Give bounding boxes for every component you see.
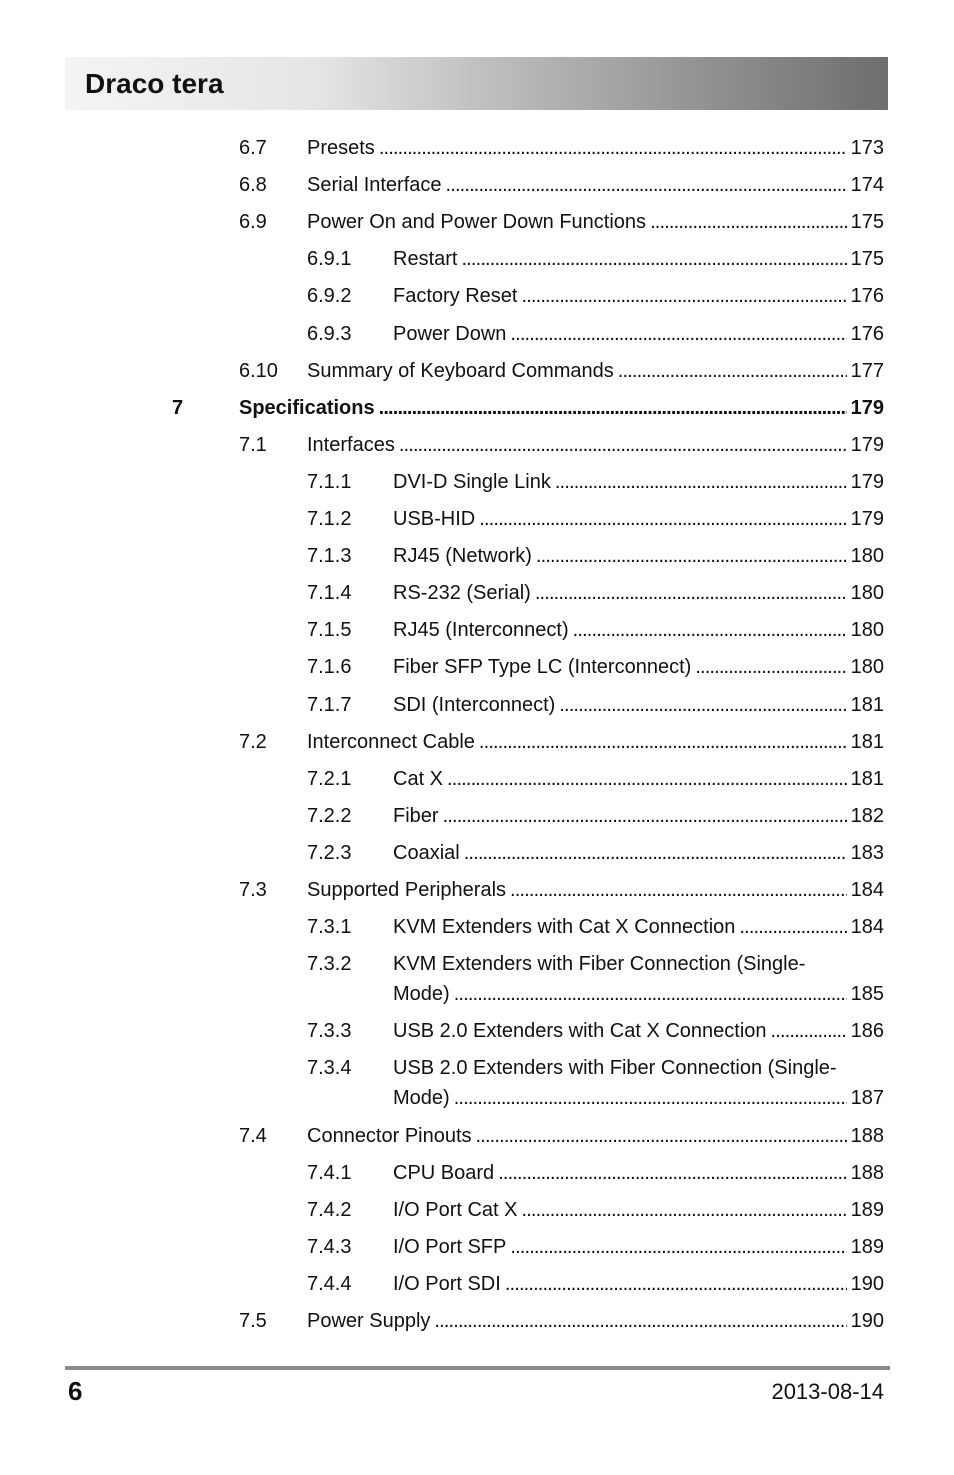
toc-entry-number: 7.2.2 bbox=[307, 805, 352, 827]
toc-dot-leader bbox=[393, 841, 884, 865]
toc-entry-number: 7.1.4 bbox=[307, 582, 352, 604]
toc-dot-leader bbox=[393, 1019, 884, 1043]
toc-entry-title: Cat X bbox=[393, 768, 447, 790]
toc-entry-page: 184 bbox=[847, 878, 884, 902]
toc-entry[interactable] bbox=[307, 693, 884, 717]
toc-entry-number: 7 bbox=[172, 397, 184, 419]
toc-dot-leader bbox=[393, 915, 884, 939]
toc-dot-leader bbox=[307, 359, 884, 383]
toc-dot-leader bbox=[393, 1272, 884, 1296]
toc-entry-number: 7.1.5 bbox=[307, 619, 352, 641]
toc-dot-leader bbox=[307, 210, 884, 234]
toc-dot-leader bbox=[307, 1309, 884, 1333]
toc-entry[interactable] bbox=[307, 507, 884, 531]
toc-entry-number: 6.10 bbox=[239, 360, 278, 382]
toc-dot-leader bbox=[393, 1161, 884, 1185]
toc-entry-page: 179 bbox=[847, 470, 884, 494]
toc-entry-number: 7.2.1 bbox=[307, 768, 352, 790]
toc-entry-page: 180 bbox=[847, 581, 884, 605]
toc-dot-leader bbox=[393, 1086, 884, 1110]
toc-entry-title: USB 2.0 Extenders with Fiber Connection (Single- bbox=[393, 1057, 837, 1079]
toc-entry[interactable] bbox=[307, 1272, 884, 1296]
toc-entry-number: 6.9.3 bbox=[307, 323, 352, 345]
toc-entry-page: 173 bbox=[847, 136, 884, 160]
toc-entry-page: 179 bbox=[847, 507, 884, 531]
toc-dot-leader bbox=[393, 618, 884, 642]
toc-entry-page: 176 bbox=[847, 322, 884, 346]
toc-dot-leader bbox=[393, 470, 884, 494]
toc-entry[interactable] bbox=[239, 359, 884, 383]
toc-entry[interactable] bbox=[307, 284, 884, 308]
toc-entry-number: 7.5 bbox=[239, 1310, 267, 1332]
toc-entry-page: 181 bbox=[847, 730, 884, 754]
toc-entry[interactable] bbox=[239, 136, 884, 160]
toc-entry-number: 6.7 bbox=[239, 137, 267, 159]
toc-entry-title: Power Down bbox=[393, 323, 510, 345]
toc-entry[interactable] bbox=[239, 173, 884, 197]
toc-entry[interactable] bbox=[307, 915, 884, 939]
toc-dot-leader bbox=[307, 730, 884, 754]
toc-entry-title: Restart bbox=[393, 248, 461, 270]
toc-dot-leader bbox=[393, 284, 884, 308]
toc-dot-leader bbox=[393, 1235, 884, 1259]
toc-entry-page: 179 bbox=[847, 396, 884, 420]
toc-entry[interactable] bbox=[307, 470, 884, 494]
toc-dot-leader bbox=[393, 322, 884, 346]
footer-divider bbox=[65, 1366, 890, 1370]
toc-entry-page: 174 bbox=[847, 173, 884, 197]
toc-entry-title: Summary of Keyboard Commands bbox=[307, 360, 618, 382]
toc-entry-page: 185 bbox=[847, 982, 884, 1006]
toc-dot-leader bbox=[307, 878, 884, 902]
toc-entry-page: 180 bbox=[847, 544, 884, 568]
toc-entry-number: 7.1.7 bbox=[307, 694, 352, 716]
toc-dot-leader bbox=[393, 544, 884, 568]
toc-entry-page: 186 bbox=[847, 1019, 884, 1043]
toc-dot-leader bbox=[307, 1124, 884, 1148]
toc-entry[interactable] bbox=[307, 581, 884, 605]
toc-entry-page: 181 bbox=[847, 767, 884, 791]
toc-entry[interactable] bbox=[307, 952, 884, 1006]
toc-dot-leader bbox=[307, 173, 884, 197]
toc-entry[interactable] bbox=[239, 1309, 884, 1333]
toc-entry-number: 7.4.4 bbox=[307, 1273, 352, 1295]
toc-dot-leader bbox=[393, 767, 884, 791]
toc-entry-title: Connector Pinouts bbox=[307, 1125, 476, 1147]
toc-entry-title: Fiber bbox=[393, 805, 443, 827]
toc-entry-page: 183 bbox=[847, 841, 884, 865]
toc-entry[interactable] bbox=[307, 1056, 884, 1110]
toc-entry-number: 7.1.3 bbox=[307, 545, 352, 567]
toc-entry[interactable] bbox=[307, 841, 884, 865]
toc-entry-page: 189 bbox=[847, 1235, 884, 1259]
toc-entry-title: Coaxial bbox=[393, 842, 464, 864]
toc-entry-number: 7.1.2 bbox=[307, 508, 352, 530]
toc-dot-leader bbox=[393, 247, 884, 271]
document-title: Draco tera bbox=[85, 68, 224, 99]
toc-entry[interactable] bbox=[307, 544, 884, 568]
toc-entry-number: 7.2 bbox=[239, 731, 267, 753]
toc-entry-title: Factory Reset bbox=[393, 285, 521, 307]
toc-entry[interactable] bbox=[172, 396, 884, 420]
toc-entry[interactable] bbox=[307, 322, 884, 346]
toc-dot-leader bbox=[307, 433, 884, 457]
toc-entry-title: Serial Interface bbox=[307, 174, 446, 196]
toc-entry[interactable] bbox=[307, 247, 884, 271]
toc-entry-title: CPU Board bbox=[393, 1162, 498, 1184]
toc-entry-number: 7.4.2 bbox=[307, 1199, 352, 1221]
toc-dot-leader bbox=[393, 1198, 884, 1222]
toc-entry-title: KVM Extenders with Cat X Connection bbox=[393, 916, 739, 938]
toc-entry[interactable] bbox=[307, 1198, 884, 1222]
toc-dot-leader bbox=[393, 655, 884, 679]
toc-entry[interactable] bbox=[239, 878, 884, 902]
toc-entry[interactable] bbox=[239, 1124, 884, 1148]
toc-entry[interactable] bbox=[239, 433, 884, 457]
toc-entry-title: Presets bbox=[307, 137, 379, 159]
toc-dot-leader bbox=[239, 396, 884, 420]
toc-entry[interactable] bbox=[307, 1235, 884, 1259]
toc-entry-number: 6.9 bbox=[239, 211, 267, 233]
toc-entry-title: Power On and Power Down Functions bbox=[307, 211, 650, 233]
toc-entry[interactable] bbox=[307, 618, 884, 642]
toc-entry-page: 179 bbox=[847, 433, 884, 457]
toc-entry-title: I/O Port SFP bbox=[393, 1236, 510, 1258]
toc-entry-number: 7.4 bbox=[239, 1125, 267, 1147]
toc-entry-title: Specifications bbox=[239, 397, 379, 419]
toc-entry-title: I/O Port SDI bbox=[393, 1273, 505, 1295]
toc-entry[interactable] bbox=[307, 804, 884, 828]
toc-entry-page: 189 bbox=[847, 1198, 884, 1222]
toc-entry-number: 7.1.6 bbox=[307, 656, 352, 678]
toc-entry[interactable] bbox=[307, 1019, 884, 1043]
toc-entry-number: 6.8 bbox=[239, 174, 267, 196]
toc-dot-leader bbox=[393, 982, 884, 1006]
toc-entry-title: USB-HID bbox=[393, 508, 479, 530]
toc-entry[interactable] bbox=[239, 210, 884, 234]
toc-entry-title: RJ45 (Network) bbox=[393, 545, 536, 567]
toc-entry-number: 7.1.1 bbox=[307, 471, 352, 493]
toc-dot-leader bbox=[393, 507, 884, 531]
toc-entry-title: Supported Peripherals bbox=[307, 879, 510, 901]
toc-entry-page: 175 bbox=[847, 247, 884, 271]
toc-entry-page: 187 bbox=[847, 1086, 884, 1110]
toc-entry-number: 7.4.3 bbox=[307, 1236, 352, 1258]
toc-entry-page: 182 bbox=[847, 804, 884, 828]
toc-entry-title: I/O Port Cat X bbox=[393, 1199, 521, 1221]
toc-entry-page: 190 bbox=[847, 1309, 884, 1333]
toc-entry-title: Power Supply bbox=[307, 1310, 434, 1332]
toc-entry-number: 7.2.3 bbox=[307, 842, 352, 864]
toc-entry-number: 7.1 bbox=[239, 434, 267, 456]
toc-entry[interactable] bbox=[307, 655, 884, 679]
toc-entry-title: SDI (Interconnect) bbox=[393, 694, 559, 716]
toc-dot-leader bbox=[393, 581, 884, 605]
toc-entry-title: KVM Extenders with Fiber Connection (Single- bbox=[393, 953, 806, 975]
toc-entry-page: 181 bbox=[847, 693, 884, 717]
toc-entry-title: RS-232 (Serial) bbox=[393, 582, 535, 604]
toc-entry-number: 7.3.1 bbox=[307, 916, 352, 938]
toc-entry-title: RJ45 (Interconnect) bbox=[393, 619, 573, 641]
toc-entry-title: DVI-D Single Link bbox=[393, 471, 555, 493]
toc-entry-page: 175 bbox=[847, 210, 884, 234]
toc-entry-number: 6.9.1 bbox=[307, 248, 352, 270]
toc-entry-title-continued: Mode) bbox=[393, 983, 454, 1005]
toc-entry-number: 7.3.4 bbox=[307, 1057, 352, 1079]
footer-page-number: 6 bbox=[68, 1376, 83, 1406]
toc-entry-page: 184 bbox=[847, 915, 884, 939]
toc-entry-number: 7.4.1 bbox=[307, 1162, 352, 1184]
toc-entry[interactable] bbox=[307, 767, 884, 791]
toc-entry[interactable] bbox=[307, 1161, 884, 1185]
toc-entry-number: 7.3.3 bbox=[307, 1020, 352, 1042]
footer-date: 2013-08-14 bbox=[771, 1379, 884, 1404]
toc-entry-number: 7.3 bbox=[239, 879, 267, 901]
toc-entry-number: 6.9.2 bbox=[307, 285, 352, 307]
toc-entry[interactable] bbox=[239, 730, 884, 754]
toc-entry-page: 190 bbox=[847, 1272, 884, 1296]
toc-entry-page: 180 bbox=[847, 655, 884, 679]
toc-entry-page: 188 bbox=[847, 1124, 884, 1148]
toc-dot-leader bbox=[307, 136, 884, 160]
toc-entry-title: USB 2.0 Extenders with Cat X Connection bbox=[393, 1020, 771, 1042]
toc-entry-title: Interfaces bbox=[307, 434, 399, 456]
toc-entry-title: Fiber SFP Type LC (Interconnect) bbox=[393, 656, 695, 678]
toc-entry-number: 7.3.2 bbox=[307, 953, 352, 975]
toc-entry-page: 176 bbox=[847, 284, 884, 308]
toc-dot-leader bbox=[393, 804, 884, 828]
toc-entry-title: Interconnect Cable bbox=[307, 731, 479, 753]
toc-entry-page: 177 bbox=[847, 359, 884, 383]
toc-dot-leader bbox=[393, 693, 884, 717]
toc-entry-title-continued: Mode) bbox=[393, 1087, 454, 1109]
toc-entry-page: 188 bbox=[847, 1161, 884, 1185]
toc-entry-page: 180 bbox=[847, 618, 884, 642]
